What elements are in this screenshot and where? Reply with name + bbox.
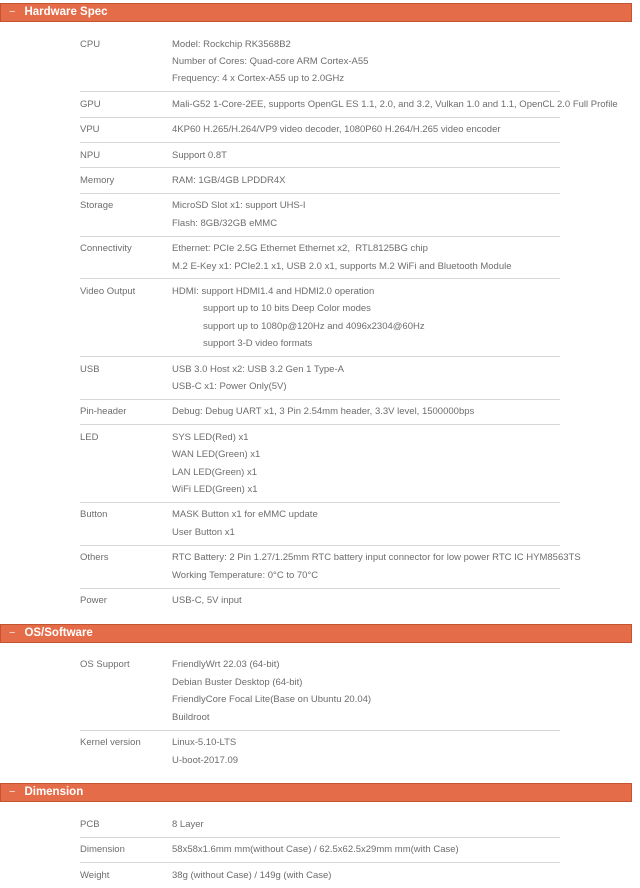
- spec-row-npu: [80, 142, 560, 167]
- spec-label: Dimension: [80, 844, 125, 856]
- spec-row-weight: [80, 862, 560, 887]
- spec-value-line: 58x58x1.6mm mm(without Case) / 62.5x62.5x29mm mm(with Case): [172, 844, 459, 856]
- section-title: OS/Software: [24, 626, 93, 639]
- spec-row-gpu: [80, 91, 618, 116]
- spec-value: [172, 816, 560, 833]
- spec-label: OS Support: [80, 659, 130, 671]
- spec-value-line: WAN LED(Green) x1: [172, 449, 261, 461]
- spec-value: [172, 867, 560, 884]
- spec-label: CPU: [80, 38, 101, 50]
- spec-value-line: Flash: 8GB/32GB eMMC: [172, 217, 278, 229]
- spec-row-kernel-version: [80, 730, 560, 773]
- section-title: Hardware Spec: [24, 6, 108, 18]
- spec-value: [172, 734, 560, 769]
- spec-row-pcb: [80, 812, 560, 836]
- spec-value-line: Buildroot: [172, 711, 210, 723]
- spec-value: [172, 841, 560, 858]
- spec-row-video-output: [80, 278, 560, 356]
- spec-section-hardware-spec: [0, 3, 640, 613]
- spec-value-line: HDMI: support HDMI1.4 and HDMI2.0 operation: [172, 285, 375, 297]
- spec-value-line: Support 0.8T: [172, 149, 227, 161]
- spec-value-line: FriendlyWrt 22.03 (64-bit): [172, 659, 280, 671]
- spec-row-memory: [80, 167, 560, 192]
- spec-row-vpu: [80, 117, 560, 142]
- spec-value: [172, 656, 560, 726]
- spec-label: Others: [80, 552, 109, 564]
- spec-table: [80, 22, 618, 613]
- spec-value-line: Working Temperature: 0°C to 70°C: [172, 569, 319, 581]
- spec-value-line: LAN LED(Green) x1: [172, 466, 258, 478]
- spec-value-line: 4KP60 H.265/H.264/VP9 video decoder, 1080P60 H.264/H.265 video encoder: [172, 124, 501, 136]
- spec-label: Connectivity: [80, 243, 132, 255]
- spec-value-line: User Button x1: [172, 526, 235, 538]
- spec-label: Weight: [80, 869, 110, 881]
- spec-label: Power: [80, 595, 107, 607]
- spec-value-line: USB 3.0 Host x2: USB 3.2 Gen 1 Type-A: [172, 363, 344, 375]
- spec-label: NPU: [80, 149, 101, 161]
- spec-value-line: Debug: Debug UART x1, 3 Pin 2.54mm header, 3.3V level, 1500000bps: [172, 406, 475, 418]
- spec-value: [172, 506, 560, 541]
- spec-row-usb: [80, 356, 560, 399]
- spec-section-os-software: [0, 624, 640, 772]
- spec-value-line: support 3-D video formats: [203, 338, 313, 350]
- spec-row-storage: [80, 193, 560, 236]
- spec-value-line: RAM: 1GB/4GB LPDDR4X: [172, 174, 286, 186]
- spec-value: [172, 361, 560, 396]
- spec-value: [172, 549, 581, 584]
- spec-value-line: Number of Cores: Quad-core ARM Cortex-A55: [172, 55, 369, 67]
- spec-value-line: Frequency: 4 x Cortex-A55 up to 2.0GHz: [172, 73, 345, 85]
- spec-value-line: M.2 E-Key x1: PCIe2.1 x1, USB 2.0 x1, supports M.2 WiFi and Bluetooth Module: [172, 260, 512, 272]
- spec-value-line: MASK Button x1 for eMMC update: [172, 509, 318, 521]
- spec-label: Pin-header: [80, 406, 127, 418]
- spec-value-line: support up to 1080p@120Hz and 4096x2304@60Hz: [203, 320, 425, 332]
- spec-value-line: SYS LED(Red) x1: [172, 431, 249, 443]
- section-header-hardware-spec[interactable]: [0, 3, 632, 22]
- spec-value: [172, 592, 560, 609]
- spec-value: [172, 197, 560, 232]
- spec-value-line: Ethernet: PCIe 2.5G Ethernet Ethernet x2, RTL8125BG chip: [172, 243, 428, 255]
- spec-value-line: 38g (without Case) / 149g (with Case): [172, 869, 332, 881]
- section-header-dimension[interactable]: [0, 783, 632, 802]
- spec-row-os-support: [80, 653, 560, 730]
- section-title: Dimension: [24, 786, 84, 799]
- spec-label: Storage: [80, 200, 114, 212]
- spec-label: Kernel version: [80, 737, 141, 749]
- spec-row-connectivity: [80, 236, 560, 279]
- spec-value: [172, 96, 618, 113]
- spec-value: [172, 403, 560, 420]
- spec-value-line: 8 Layer: [172, 818, 204, 830]
- spec-value: [172, 121, 560, 138]
- spec-value-line: USB-C, 5V input: [172, 595, 242, 607]
- collapse-toggle-icon[interactable]: −: [9, 786, 16, 799]
- spec-value: [172, 147, 560, 164]
- spec-table: [80, 643, 560, 772]
- collapse-toggle-icon[interactable]: −: [9, 6, 16, 18]
- spec-value-line: Mali-G52 1-Core-2EE, supports OpenGL ES 1.1, 2.0, and 3.2, Vulkan 1.0 and 1.1, OpenCL 2.0 Full Profile: [172, 98, 618, 110]
- spec-value-line: USB-C x1: Power Only(5V): [172, 381, 287, 392]
- spec-table: [80, 802, 560, 887]
- spec-row-power: [80, 588, 560, 613]
- spec-row-pin-header: [80, 399, 560, 424]
- spec-value: [172, 283, 560, 353]
- spec-label: VPU: [80, 124, 100, 136]
- spec-row-others: [80, 545, 581, 588]
- spec-row-cpu: [80, 32, 560, 91]
- spec-value: [172, 172, 560, 189]
- spec-value-line: MicroSD Slot x1: support UHS-I: [172, 200, 306, 212]
- spec-value-line: WiFi LED(Green) x1: [172, 484, 258, 496]
- spec-label: Button: [80, 509, 108, 521]
- spec-label: Video Output: [80, 285, 136, 297]
- spec-row-button: [80, 502, 560, 545]
- spec-value-line: support up to 10 bits Deep Color modes: [203, 303, 371, 315]
- spec-value-line: RTC Battery: 2 Pin 1.27/1.25mm RTC battery input connector for low power RTC IC HYM8563TS: [172, 552, 581, 564]
- spec-label: Memory: [80, 174, 115, 186]
- spec-label: PCB: [80, 818, 100, 830]
- spec-row-dimension: [80, 837, 560, 862]
- spec-label: USB: [80, 363, 100, 375]
- collapse-toggle-icon[interactable]: −: [9, 626, 16, 639]
- spec-label: LED: [80, 431, 99, 443]
- spec-value-line: FriendlyCore Focal Lite(Base on Ubuntu 20.04): [172, 694, 372, 706]
- spec-value-line: Linux-5.10-LTS: [172, 737, 237, 749]
- spec-value-line: Debian Buster Desktop (64-bit): [172, 676, 303, 688]
- section-header-os-software[interactable]: [0, 624, 632, 643]
- spec-label: GPU: [80, 98, 101, 110]
- spec-section-dimension: [0, 783, 640, 887]
- spec-value-line: Model: Rockchip RK3568B2: [172, 38, 291, 50]
- spec-row-led: [80, 424, 560, 502]
- spec-value: [172, 429, 560, 499]
- spec-value: [172, 240, 560, 275]
- spec-value: [172, 36, 560, 88]
- spec-value-line: U-boot-2017.09: [172, 754, 239, 766]
